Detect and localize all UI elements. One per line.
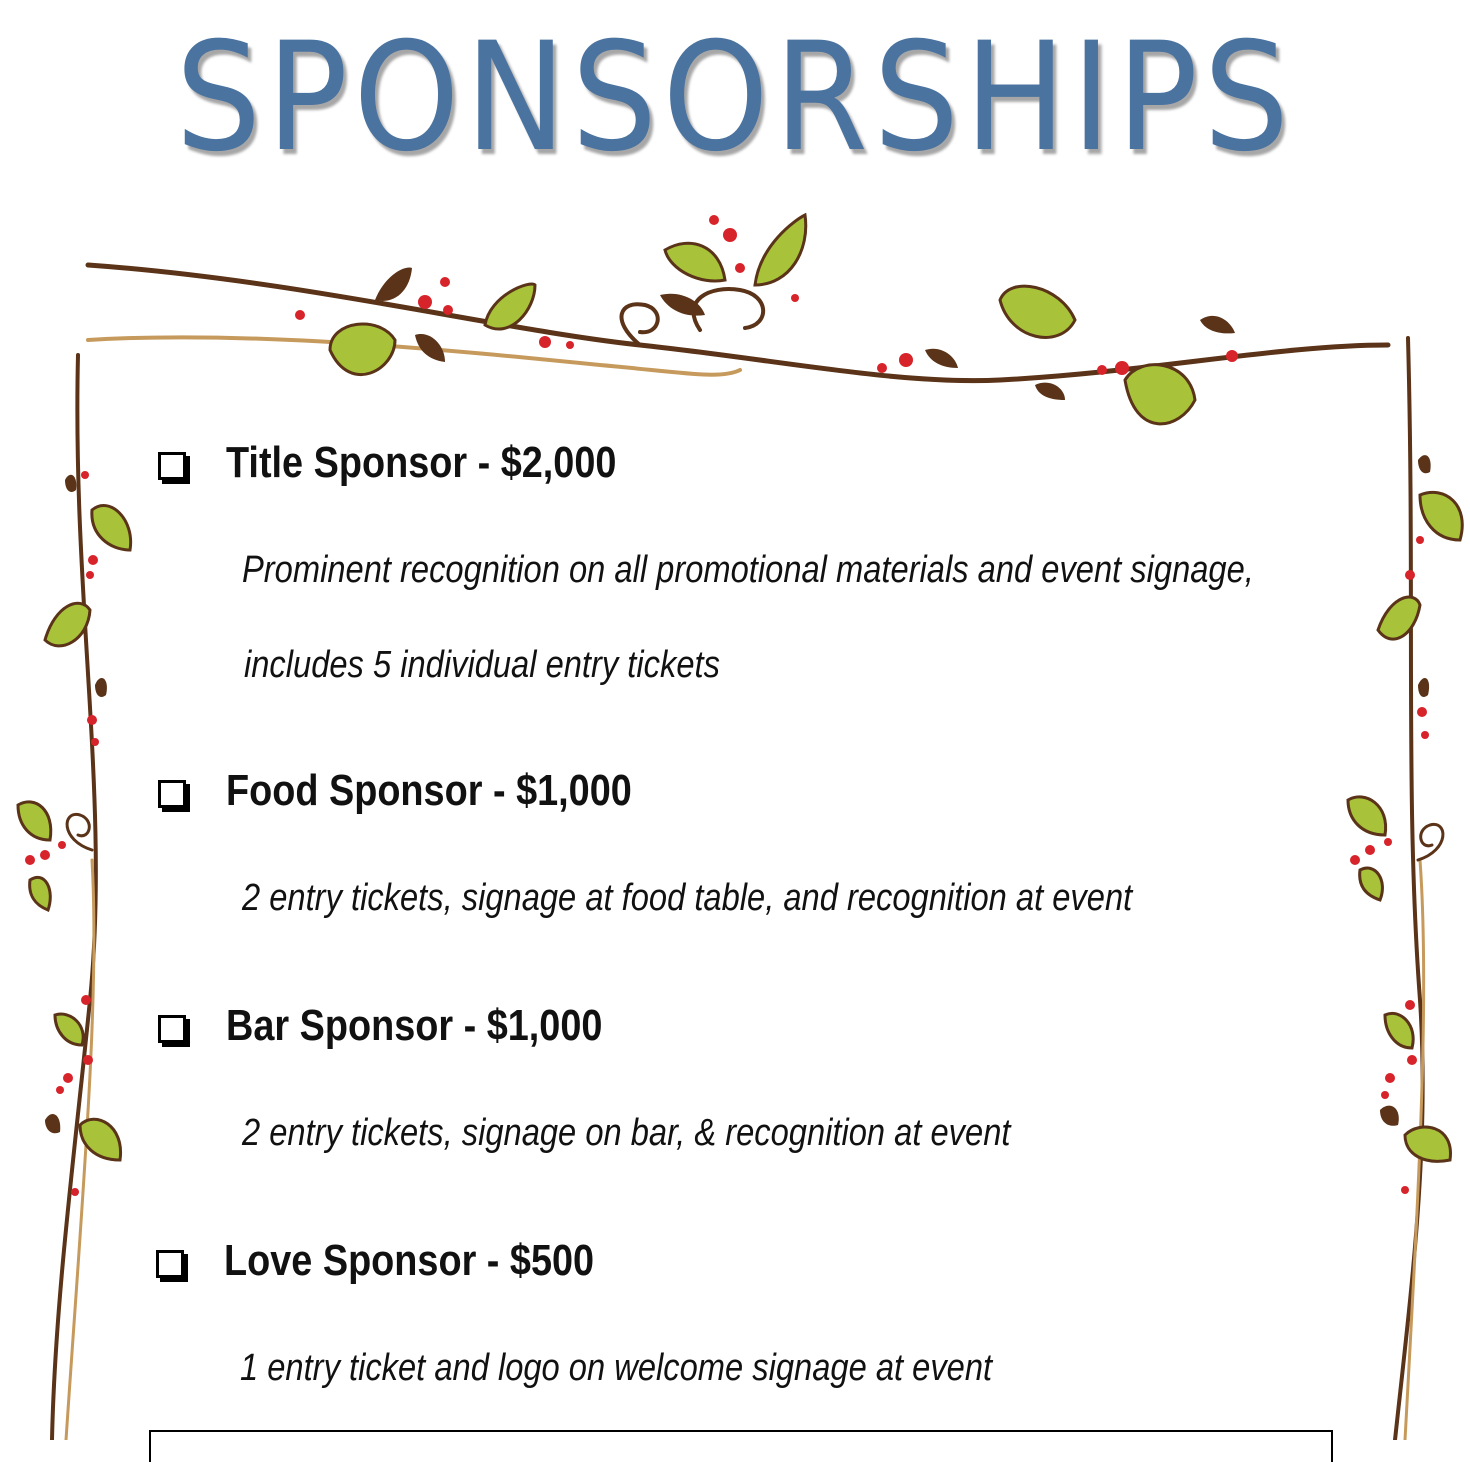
- sponsorship-description-line: 1 entry ticket and logo on welcome signage at event: [240, 1347, 993, 1389]
- sponsorship-description-line: Prominent recognition on all promotional materials and event signage,: [242, 549, 1254, 591]
- sponsorship-description-line: includes 5 individual entry tickets: [244, 644, 720, 686]
- sponsorship-heading: Bar Sponsor - $1,000: [226, 1001, 603, 1050]
- sponsorship-description-line: 2 entry tickets, signage at food table, and recognition at event: [242, 877, 1133, 919]
- checkbox-icon[interactable]: [158, 452, 186, 480]
- checkbox-icon[interactable]: [156, 1250, 184, 1278]
- sponsorship-heading: Food Sponsor - $1,000: [226, 766, 632, 815]
- checkbox-icon[interactable]: [158, 780, 186, 808]
- checkbox-icon[interactable]: [158, 1015, 186, 1043]
- bottom-box: [149, 1430, 1333, 1462]
- page-title: SPONSORSHIPS: [175, 11, 1295, 185]
- sponsorship-description-line: 2 entry tickets, signage on bar, & recognition at event: [242, 1112, 1011, 1154]
- sponsorship-heading: Title Sponsor - $2,000: [226, 438, 617, 487]
- sponsorship-heading: Love Sponsor - $500: [224, 1236, 595, 1285]
